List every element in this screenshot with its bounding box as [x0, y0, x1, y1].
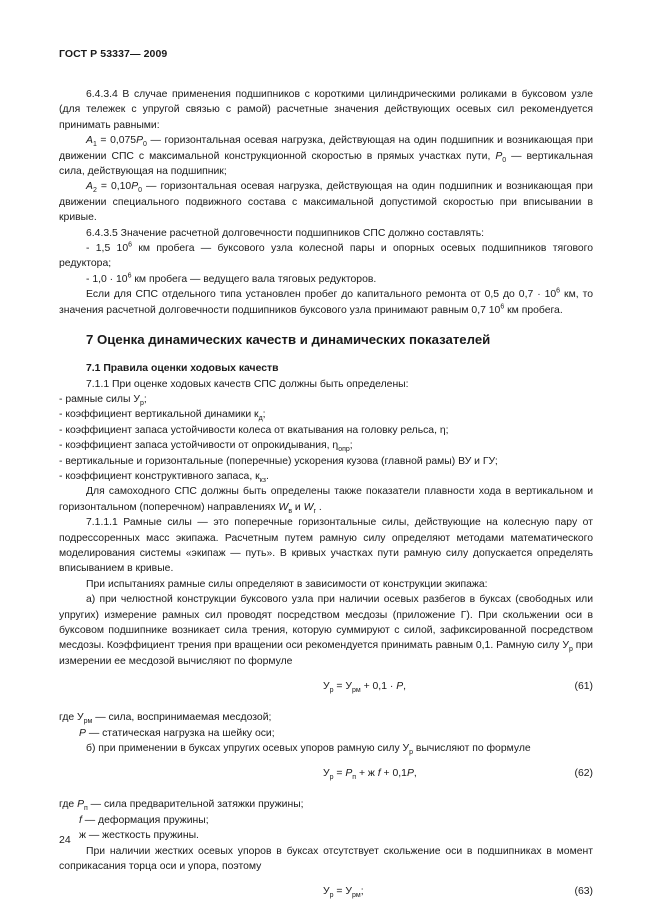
page-number: 24 — [59, 834, 71, 846]
var-a2: A — [86, 181, 93, 193]
list-item-vertical-dynamics: - коэффициент вертикальной динамики $к_д$; — [59, 409, 266, 423]
where-clause-f: f — деформация пружины; — [79, 814, 209, 826]
section-heading-7: 7 Оценка динамических качеств и динамических показателей — [86, 332, 491, 348]
document-header: ГОСТ Р 53337— 2009 — [59, 48, 168, 60]
equation-62 — [59, 756, 593, 792]
paragraph-repair-mileage: Если для СПС отдельного типа установлен пробег до капитального ремонта от 0,5 до $0,7 \cdot 10^6$ км, то значения расчетной долговечности подшипников буксового узла принимают равным 0,7 $10^6$ км пробега. — [59, 287, 593, 316]
document-body — [59, 87, 593, 910]
paragraph-a2: $A_2 = 0,10P_0$ — горизонтальная осевая нагрузка, действующая на один подшипник и возникающая при движении специального подвижного состава с максимальной допустимой скоростью при вписывании в кривые. — [59, 181, 593, 224]
equation-61-formula: $У_р = У_{рм} + 0,1 \cdot P$, — [323, 681, 407, 695]
list-item-derailment-margin: - коэффициент запаса устойчивости колеса от вкатывания на головку рельса, η; — [59, 424, 449, 436]
equation-62-number: (62) — [574, 768, 593, 780]
equation-63-formula: $У_р = У_{рм}$; — [323, 886, 364, 900]
equation-61-number: (61) — [574, 681, 593, 693]
list-item-accelerations: - вертикальные и горизонтальные (поперечные) ускорения кузова (главной рамы) ВУ и ГУ; — [59, 455, 498, 467]
where-clause-urm: где $У_{рм}$ — сила, воспринимаемая месдозой; — [59, 712, 272, 726]
paragraph-7-1-1-1: 7.1.1.1 Рамные силы — это поперечные горизонтальные силы, действующие на колесную пару от подрессоренных масс экипажа. Расчетным путем рамную силу определяют методами математического моделирования системы «экипаж — путь». В кривых участках пути рамную силу допускается определять вписыванием в кривые. — [59, 517, 593, 575]
paragraph-6-4-3-5: 6.4.3.5 Значение расчетной долговечности подшипников СПС должно составлять: — [86, 227, 485, 239]
paragraph-ride-smoothness: Для самоходного СПС должны быть определены также показатели плавности хода в вертикальном и горизонтальном (поперечном) направлениях $W_в$ и $W_г$ . — [59, 486, 593, 515]
subsection-heading-7-1: 7.1 Правила оценки ходовых качеств — [86, 363, 279, 375]
where-clause-p: P — статическая нагрузка на шейку оси; — [79, 727, 275, 739]
paragraph-test-methods: При испытаниях рамные силы определяют в зависимости от конструкции экипажа: — [86, 578, 488, 590]
var-a1: A — [86, 135, 93, 147]
paragraph-item-a: а) при челюстной конструкции буксового узла при наличии осевых разбегов в буксах (свободных или упругих) измерение рамных сил проводят посредством месдозы (приложение Г). При скольжении оси в буксовом подшипнике возникает сила трения, которую суммируют с силой, зафиксированной посредством месдозы. Коэффициент трения при вращении оси рекомендуется принимать равным 0,1. Рамную силу $У_р$ при измерении ее месдозой вычисляют по формуле — [59, 594, 593, 667]
where-clause-pn: где $P_п$ — сила предварительной затяжки пружины; — [59, 799, 304, 813]
paragraph-6-4-3-4: 6.4.3.4 В случае применения подшипников с короткими цилиндрическими роликами в буксовом узле (для тележек с упругой связью с рамой) расчетные значения действующих осевых сил рекомендуется принимать равными: — [59, 89, 593, 131]
equation-63 — [59, 874, 593, 910]
equation-61 — [59, 669, 593, 705]
paragraph-7-1-1: 7.1.1 При оценке ходовых качеств СПС должны быть определены: — [86, 378, 409, 390]
list-item-durability-1: - 1,5 $10^6$ км пробега — буксового узла колесной пары и опорных осевых подшипников тягового редуктора; — [59, 241, 593, 270]
list-item-frame-forces: - рамные силы $У_р$; — [59, 393, 147, 407]
where-clause-stiffness: ж — жесткость пружины. — [79, 830, 199, 842]
list-item-overturn-margin: - коэффициент запаса устойчивости от опрокидывания, $\eta_{опр}$; — [59, 440, 353, 454]
equation-62-formula: $У_р = P_п + ж$ f + 0,1P, — [323, 768, 417, 782]
paragraph-rigid-stops: При наличии жестких осевых упоров в буксах отсутствует скольжение оси в подшипниках в момент соприкасания торца оси и упора, поэтому — [59, 845, 593, 873]
list-item-durability-2: - $1,0 \cdot 10^6$ км пробега — ведущего вала тяговых редукторов. — [86, 272, 377, 285]
list-item-design-margin: - коэффициент конструктивного запаса, $к_{кз}$. — [59, 470, 269, 485]
equation-63-number: (63) — [574, 886, 593, 898]
paragraph-item-b: б) при применении в буксах упругих осевых упоров рамную силу $У_р$ вычисляют по формуле — [86, 743, 531, 757]
paragraph-a1: $A_1 = 0,075P_0$ — горизонтальная осевая нагрузка, действующая на один подшипник и возникающая при движении СПС с максимальной конструкционной скоростью в прямых участках пути, $P_0$ — вертикальная сила, действующая на подшипник; — [59, 135, 594, 178]
